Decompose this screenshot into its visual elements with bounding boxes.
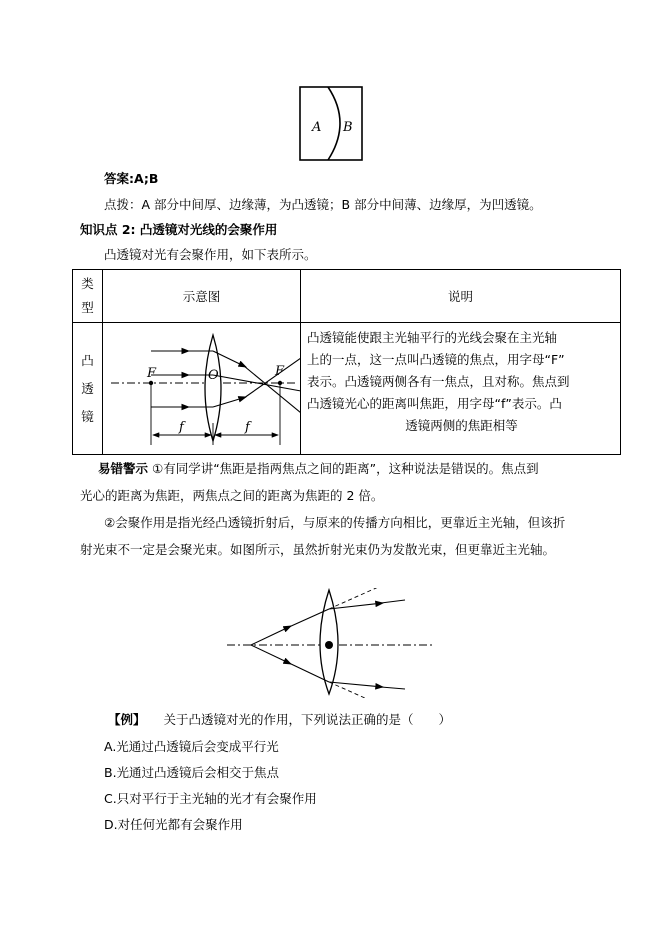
explain-line: 凸透镜光心的距离叫焦距，用字母“f”表示。凸 bbox=[307, 396, 562, 411]
focal-point-left-label: F bbox=[147, 366, 157, 381]
explain-line: 表示。凸透镜两侧各有一焦点，且对称。焦点到 bbox=[307, 374, 570, 389]
hint-text: 点拨：A 部分中间厚、边缘薄，为凸透镜；B 部分中间薄、边缘厚，为凹透镜。 bbox=[104, 197, 542, 212]
warning-line-4: 射光束不一定是会聚光束。如图所示，虽然折射光束仍为发散光束，但更靠近主光轴。 bbox=[80, 542, 556, 557]
row-type-text: 凸透镜 bbox=[81, 352, 94, 424]
example-question: 关于凸透镜对光的作用，下列说法正确的是（ ） bbox=[163, 712, 451, 727]
divergent-beam-diagram bbox=[225, 588, 435, 698]
label-a: A bbox=[312, 120, 322, 135]
convex-lens-diagram bbox=[103, 323, 301, 451]
example-label: 【例】 bbox=[108, 712, 146, 727]
warning-text: ①有同学讲“焦距是指两焦点之间的距离”，这种说法是错误的。焦点到 bbox=[152, 461, 539, 476]
answer-value: :A;B bbox=[129, 171, 159, 186]
header-explain: 说明 bbox=[301, 270, 621, 323]
section-title: 知识点 2: 凸透镜对光线的会聚作用 bbox=[80, 222, 278, 237]
explain-line: 上的一点，这一点叫凸透镜的焦点，用字母“F” bbox=[307, 352, 565, 367]
row-diagram-cell bbox=[103, 323, 301, 455]
explain-line: 凸透镜能使跟主光轴平行的光线会聚在主光轴 bbox=[307, 330, 558, 345]
warning-label: 易错警示 bbox=[98, 461, 149, 476]
warning-line-1 bbox=[98, 460, 539, 478]
focal-length-label-left: f bbox=[179, 420, 184, 435]
table-row bbox=[73, 323, 621, 455]
answer-label: 答案 bbox=[104, 171, 130, 186]
explain-line: 透镜两侧的焦距相等 bbox=[405, 418, 518, 433]
option-a: A.光通过凸透镜后会变成平行光 bbox=[104, 739, 279, 754]
focal-length-label-right: f bbox=[245, 420, 250, 435]
option-c: C.只对平行于主光轴的光才有会聚作用 bbox=[104, 791, 317, 806]
lens-table bbox=[72, 269, 621, 455]
section-intro: 凸透镜对光有会聚作用，如下表所示。 bbox=[104, 247, 317, 262]
explain-text bbox=[301, 323, 620, 437]
warning-line-2: 光心的距离为焦距，两焦点之间的距离为焦距的 2 倍。 bbox=[80, 488, 384, 503]
option-b: B.光通过凸透镜后会相交于焦点 bbox=[104, 765, 280, 780]
lens-region-figure bbox=[298, 86, 364, 162]
label-b: B bbox=[343, 120, 353, 135]
row-type bbox=[73, 323, 103, 455]
header-type bbox=[73, 270, 103, 323]
warning-line-3: ②会聚作用是指光经凸透镜折射后，与原来的传播方向相比，更靠近主光轴，但该折 bbox=[104, 515, 566, 530]
header-type-text: 类型 bbox=[81, 276, 94, 315]
table-header-row bbox=[73, 270, 621, 323]
row-explain-cell bbox=[301, 323, 621, 455]
answer-line bbox=[104, 170, 158, 188]
optical-center-label: O bbox=[208, 368, 219, 383]
example-question-line bbox=[108, 711, 451, 729]
header-diagram: 示意图 bbox=[103, 270, 301, 323]
option-d: D.对任何光都有会聚作用 bbox=[104, 817, 243, 832]
focal-point-right-label: F bbox=[275, 364, 285, 379]
